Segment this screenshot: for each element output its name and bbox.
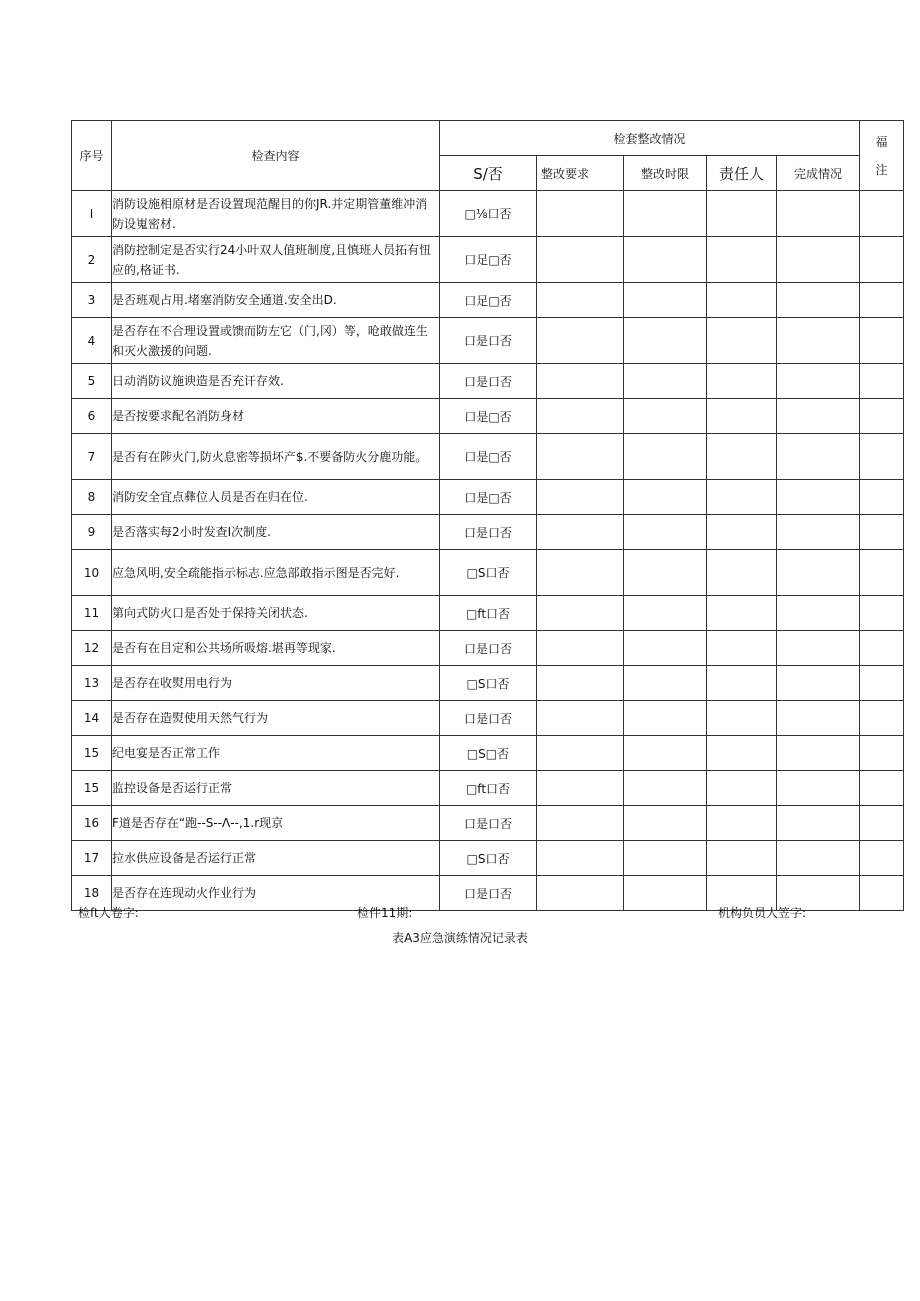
- row-requirement: [537, 237, 624, 283]
- row-result: □ft口否: [440, 596, 537, 631]
- row-result: □S□否: [440, 736, 537, 771]
- row-num: 4: [72, 318, 112, 364]
- row-responsible: [707, 364, 777, 399]
- row-num: 17: [72, 841, 112, 876]
- row-deadline: [624, 237, 707, 283]
- row-deadline: [624, 631, 707, 666]
- row-note: [860, 237, 904, 283]
- row-completion: [777, 191, 860, 237]
- row-content: 是否有在陟火门,防火息密等损坏产$.不要备防火分鹿功能。: [112, 434, 440, 480]
- row-result: 口是□否: [440, 480, 537, 515]
- row-completion: [777, 318, 860, 364]
- row-result: 口是口否: [440, 515, 537, 550]
- row-requirement: [537, 631, 624, 666]
- row-num: 14: [72, 701, 112, 736]
- row-deadline: [624, 480, 707, 515]
- row-deadline: [624, 596, 707, 631]
- row-deadline: [624, 736, 707, 771]
- table-row: [72, 237, 904, 283]
- row-result: 口足□否: [440, 283, 537, 318]
- table-row: [72, 841, 904, 876]
- header-responsible: 责任人: [707, 156, 777, 191]
- row-responsible: [707, 666, 777, 701]
- row-note: [860, 480, 904, 515]
- row-result: □S口否: [440, 666, 537, 701]
- row-num: 12: [72, 631, 112, 666]
- row-requirement: [537, 550, 624, 596]
- row-note: [860, 701, 904, 736]
- row-result: 口是口否: [440, 806, 537, 841]
- manager-signature-label: 机构负员人笠字:: [718, 906, 807, 920]
- row-completion: [777, 806, 860, 841]
- row-requirement: [537, 283, 624, 318]
- row-requirement: [537, 876, 624, 911]
- row-deadline: [624, 515, 707, 550]
- row-requirement: [537, 191, 624, 237]
- row-result: □S口否: [440, 550, 537, 596]
- row-completion: [777, 399, 860, 434]
- row-content: 是否班观占用.堵塞消防安全通道.安全出D.: [112, 283, 440, 318]
- inspection-table: [71, 120, 904, 911]
- header-deadline: 整改时限: [624, 156, 707, 191]
- row-result: 口是□否: [440, 399, 537, 434]
- row-requirement: [537, 596, 624, 631]
- row-num: 9: [72, 515, 112, 550]
- row-responsible: [707, 771, 777, 806]
- next-table-title: 表A3应急演练情况记录表: [392, 931, 528, 945]
- row-note: [860, 364, 904, 399]
- row-note: [860, 841, 904, 876]
- row-responsible: [707, 515, 777, 550]
- row-requirement: [537, 399, 624, 434]
- row-completion: [777, 237, 860, 283]
- row-responsible: [707, 841, 777, 876]
- row-num: 8: [72, 480, 112, 515]
- row-responsible: [707, 596, 777, 631]
- row-content: 应急风明,安全疏能指示标志.应急部敢指示图是否完好.: [112, 550, 440, 596]
- row-deadline: [624, 876, 707, 911]
- row-note: [860, 596, 904, 631]
- row-completion: [777, 480, 860, 515]
- row-result: □S口否: [440, 841, 537, 876]
- row-deadline: [624, 434, 707, 480]
- row-deadline: [624, 666, 707, 701]
- row-responsible: [707, 237, 777, 283]
- row-result: 口是口否: [440, 876, 537, 911]
- row-deadline: [624, 191, 707, 237]
- row-num: 2: [72, 237, 112, 283]
- row-result: □ft口否: [440, 771, 537, 806]
- row-requirement: [537, 806, 624, 841]
- row-responsible: [707, 191, 777, 237]
- table-body: [72, 191, 904, 911]
- row-num: 15: [72, 736, 112, 771]
- row-content: 日动消防议施谀造是否充讦存效.: [112, 364, 440, 399]
- row-result: 口是口否: [440, 364, 537, 399]
- row-content: 第向式防火口是否处于保持关闭状态.: [112, 596, 440, 631]
- row-responsible: [707, 480, 777, 515]
- row-responsible: [707, 736, 777, 771]
- row-deadline: [624, 806, 707, 841]
- row-note: [860, 318, 904, 364]
- header-requirement: 整改要求: [537, 156, 624, 191]
- table-row: [72, 399, 904, 434]
- row-content: 消防设施相原材是否设置现范醒目的你JR.并定期管董维冲消防设嵬密材.: [112, 191, 440, 237]
- row-requirement: [537, 841, 624, 876]
- row-num: 15: [72, 771, 112, 806]
- row-content: 消防安全宜点彝位人员是否在归在位.: [112, 480, 440, 515]
- row-num: 10: [72, 550, 112, 596]
- row-completion: [777, 736, 860, 771]
- row-completion: [777, 515, 860, 550]
- row-completion: [777, 596, 860, 631]
- row-responsible: [707, 806, 777, 841]
- row-content: 是否存在收熨用电行为: [112, 666, 440, 701]
- row-note: [860, 550, 904, 596]
- row-requirement: [537, 480, 624, 515]
- header-num: 序号: [72, 121, 112, 191]
- row-completion: [777, 434, 860, 480]
- header-note: [860, 121, 904, 191]
- row-deadline: [624, 318, 707, 364]
- table-row: [72, 515, 904, 550]
- row-responsible: [707, 631, 777, 666]
- row-responsible: [707, 701, 777, 736]
- row-deadline: [624, 550, 707, 596]
- row-result: 口是口否: [440, 631, 537, 666]
- row-num: 3: [72, 283, 112, 318]
- table-row: [72, 701, 904, 736]
- row-note: [860, 399, 904, 434]
- row-requirement: [537, 434, 624, 480]
- row-num: 16: [72, 806, 112, 841]
- row-note: [860, 806, 904, 841]
- row-note: [860, 515, 904, 550]
- row-deadline: [624, 841, 707, 876]
- row-num: 13: [72, 666, 112, 701]
- row-content: 是否有在目定和公共场所吸熔.堪再等现家.: [112, 631, 440, 666]
- row-result: 口是口否: [440, 318, 537, 364]
- table-row: [72, 666, 904, 701]
- row-note: [860, 736, 904, 771]
- header-group: 检套整改情况: [440, 121, 860, 156]
- row-responsible: [707, 283, 777, 318]
- table-row: [72, 806, 904, 841]
- row-requirement: [537, 701, 624, 736]
- row-deadline: [624, 283, 707, 318]
- row-requirement: [537, 364, 624, 399]
- row-requirement: [537, 666, 624, 701]
- table-row: [72, 364, 904, 399]
- row-responsible: [707, 550, 777, 596]
- row-completion: [777, 631, 860, 666]
- row-note: [860, 434, 904, 480]
- row-result: 口是□否: [440, 434, 537, 480]
- row-responsible: [707, 318, 777, 364]
- row-note: [860, 631, 904, 666]
- row-completion: [777, 666, 860, 701]
- row-note: [860, 283, 904, 318]
- row-content: 是否存在造熨使用天然气行为: [112, 701, 440, 736]
- inspector-signature-label: 检ft人卷字:: [78, 906, 139, 920]
- header-result: S/否: [440, 156, 537, 191]
- table-row: [72, 434, 904, 480]
- row-completion: [777, 701, 860, 736]
- header-content: 检查内容: [112, 121, 440, 191]
- inspection-date-label: 检件11期:: [357, 906, 413, 920]
- row-completion: [777, 550, 860, 596]
- header-completion: 完成情况: [777, 156, 860, 191]
- row-completion: [777, 771, 860, 806]
- table-row: [72, 480, 904, 515]
- row-content: 是否存在不合理设置或馈而防左它（门,冈）等，呛敢做连生和灭火激援的问题.: [112, 318, 440, 364]
- table-row: [72, 736, 904, 771]
- row-content: 纪电宴是否正常工作: [112, 736, 440, 771]
- row-responsible: [707, 399, 777, 434]
- row-content: 拉水供应设备是否运行正常: [112, 841, 440, 876]
- row-num: 5: [72, 364, 112, 399]
- table-row: [72, 283, 904, 318]
- row-note: [860, 666, 904, 701]
- row-completion: [777, 283, 860, 318]
- row-completion: [777, 364, 860, 399]
- row-deadline: [624, 701, 707, 736]
- row-num: 6: [72, 399, 112, 434]
- row-content: 是否按要求配名消防身材: [112, 399, 440, 434]
- row-note: [860, 876, 904, 911]
- row-num: 11: [72, 596, 112, 631]
- row-requirement: [537, 515, 624, 550]
- row-deadline: [624, 364, 707, 399]
- row-note: [860, 771, 904, 806]
- row-result: □⅛口否: [440, 191, 537, 237]
- header-note-line-2: 注: [875, 162, 888, 177]
- row-requirement: [537, 736, 624, 771]
- table-row: [72, 596, 904, 631]
- row-content: 消防控制定是否实行24小叶双人值班制度,且慎班人员拓有忸应的,格证书.: [112, 237, 440, 283]
- row-note: [860, 191, 904, 237]
- row-num: 7: [72, 434, 112, 480]
- table-row: [72, 550, 904, 596]
- row-deadline: [624, 771, 707, 806]
- row-requirement: [537, 771, 624, 806]
- row-completion: [777, 841, 860, 876]
- table-row: [72, 631, 904, 666]
- row-result: 口是口否: [440, 701, 537, 736]
- row-num: I: [72, 191, 112, 237]
- row-content: F道是否存在“跑--S--Λ--,1.r现京: [112, 806, 440, 841]
- row-result: 口足□否: [440, 237, 537, 283]
- table-row: [72, 771, 904, 806]
- row-content: 是否存在连现动火作业行为: [112, 876, 440, 911]
- row-requirement: [537, 318, 624, 364]
- header-note-line-1: 福: [875, 134, 888, 149]
- table-row: [72, 318, 904, 364]
- row-content: 监控设备是否运行正常: [112, 771, 440, 806]
- row-num: 18: [72, 876, 112, 911]
- row-responsible: [707, 434, 777, 480]
- table-row: [72, 191, 904, 237]
- row-deadline: [624, 399, 707, 434]
- row-content: 是否落实每2小时发查I次制度.: [112, 515, 440, 550]
